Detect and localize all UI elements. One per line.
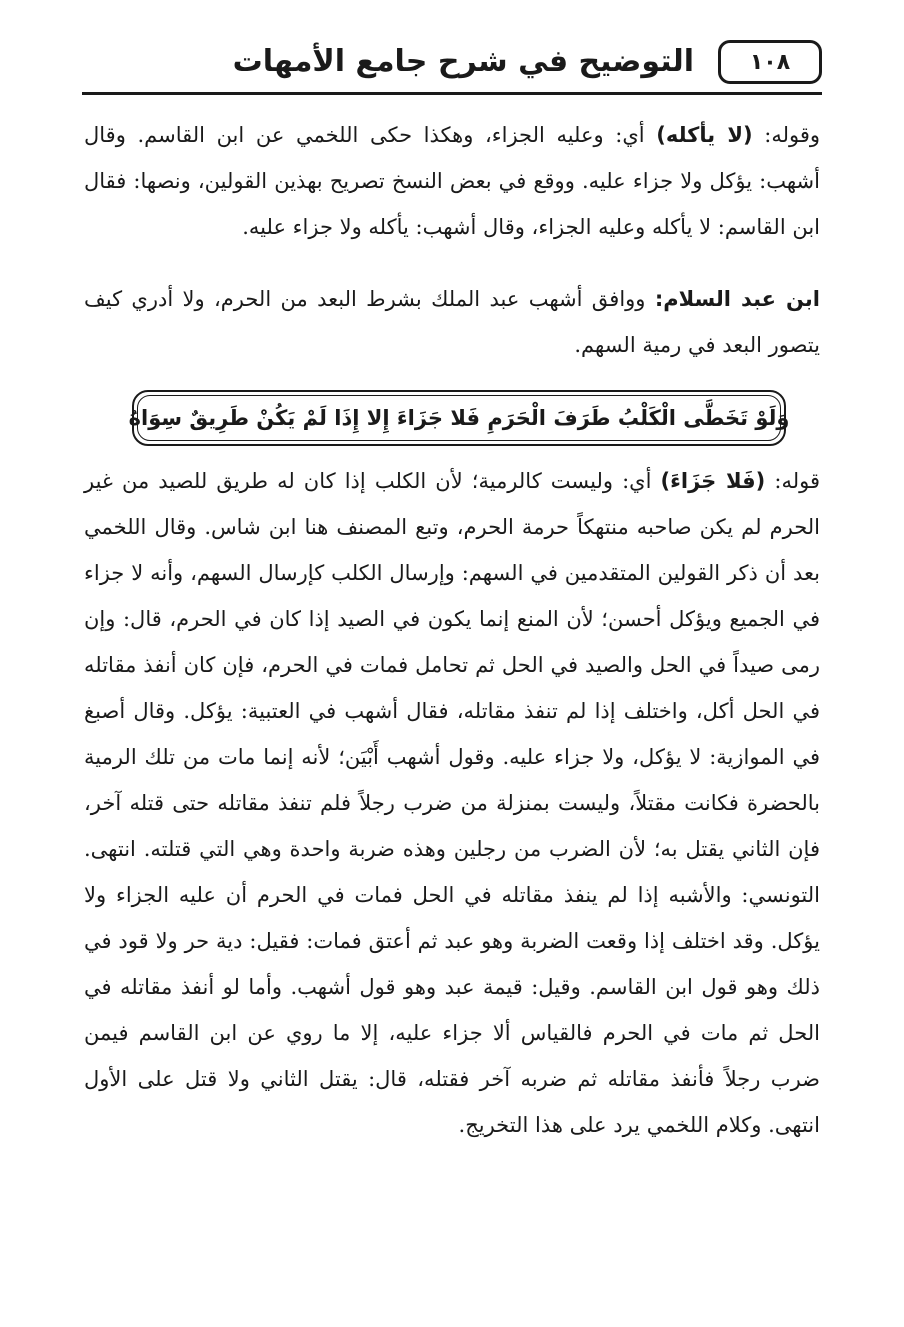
paragraph-2 <box>84 276 820 368</box>
paragraph-3-lead: قوله: <box>765 469 820 493</box>
matn-verse-box <box>128 390 790 446</box>
paragraph-2-text: ووافق أشهب عبد الملك بشرط البعد من الحرم، ولا أدري كيف يتصور البعد في رمية السهم. <box>84 287 820 357</box>
paragraph-1 <box>84 112 820 250</box>
paragraph-3 <box>84 458 820 1148</box>
paragraph-1-lead: وقوله: <box>752 123 821 147</box>
paragraph-3-text: أي: وليست كالرمية؛ لأن الكلب إذا كان له طريق للصيد من غير الحرم لم يكن صاحبه منتهكاً حرمة الحرم، وتبع المصنف هنا ابن شاس. وقال اللخمي بعد أن ذكر القولين المتقدمين في السهم: وإرسال الكلب كإرسال السهم، وأنه لا جزاء في الجميع ويؤكل أحسن؛ لأن المنع إنما يكون في الصيد إذا كان في الحرم، قال: وإن رمى صيداً في الحل والصيد في الحل ثم تحامل فمات في الحرم، فإن كان أنفذ مقاتله في الحل أكل، واختلف إذا لم تنفذ مقاتله، فقال أشهب في العتبية: يؤكل. وقال أصبغ في الموازية: لا يؤكل، ولا جزاء عليه. وقول أشهب أَبْيَن؛ لأنه إنما مات من تلك الرمية بالحضرة فكانت مقتلاً، وليست بمنزلة من ضرب رجلاً فلم تنفذ مقاتله حتى قتله آخر، فإن الثاني يقتل به؛ لأن الضرب من رجلين وهذه ضربة واحدة وهي التي قتلته. انتهى. التونسي: والأشبه إذا لم ينفذ مقاتله في الحل فمات في الحرم أن عليه الجزاء ولا يؤكل. وقد اختلف إذا وقعت الضربة وهو عبد ثم أعتق فمات: فقيل: دية حر ولا قود في ذلك وهو قول ابن القاسم. وقيل: قيمة عبد وهو قول أشهب. وأما لو أنفذ مقاتله في الحل ثم مات في الحرم فالقياس ألا جزاء عليه، إلا ما روي عن ابن القاسم فيمن ضرب رجلاً فأنفذ مقاتله ثم ضربه آخر فقتله، قال: يقتل الثاني ولا قتل على الأول انتهى. وكلام اللخمي يرد على هذا التخريج. <box>84 469 820 1137</box>
book-title: التوضيح في شرح جامع الأمهات <box>232 44 694 79</box>
header-rule <box>82 92 822 95</box>
paragraph-1-text: أي: وعليه الجزاء، وهكذا حكى اللخمي عن ابن القاسم. وقال أشهب: يؤكل ولا جزاء عليه. ووقع في بعض النسخ تصريح بهذين القولين، ونصها: فقال ابن القاسم: لا يأكله وعليه الجزاء، وقال أشهب: يأكله ولا جزاء عليه. <box>84 123 820 239</box>
paragraph-1-keyword: (لا يأكله) <box>656 123 753 147</box>
matn-verse-text: وَلَوْ تَخَطَّى الْكَلْبُ طَرَفَ الْحَرَمِ فَلا جَزَاءَ إِلا إِذَا لَمْ يَكُنْ طَرِيقٌ سِوَاهُ <box>128 406 790 430</box>
page-header <box>82 34 822 96</box>
speaker-label: ابن عبد السلام: <box>654 287 820 311</box>
page-number: ١٠٨ <box>718 40 822 84</box>
paragraph-3-keyword: (فَلا جَزَاءَ) <box>660 469 766 493</box>
